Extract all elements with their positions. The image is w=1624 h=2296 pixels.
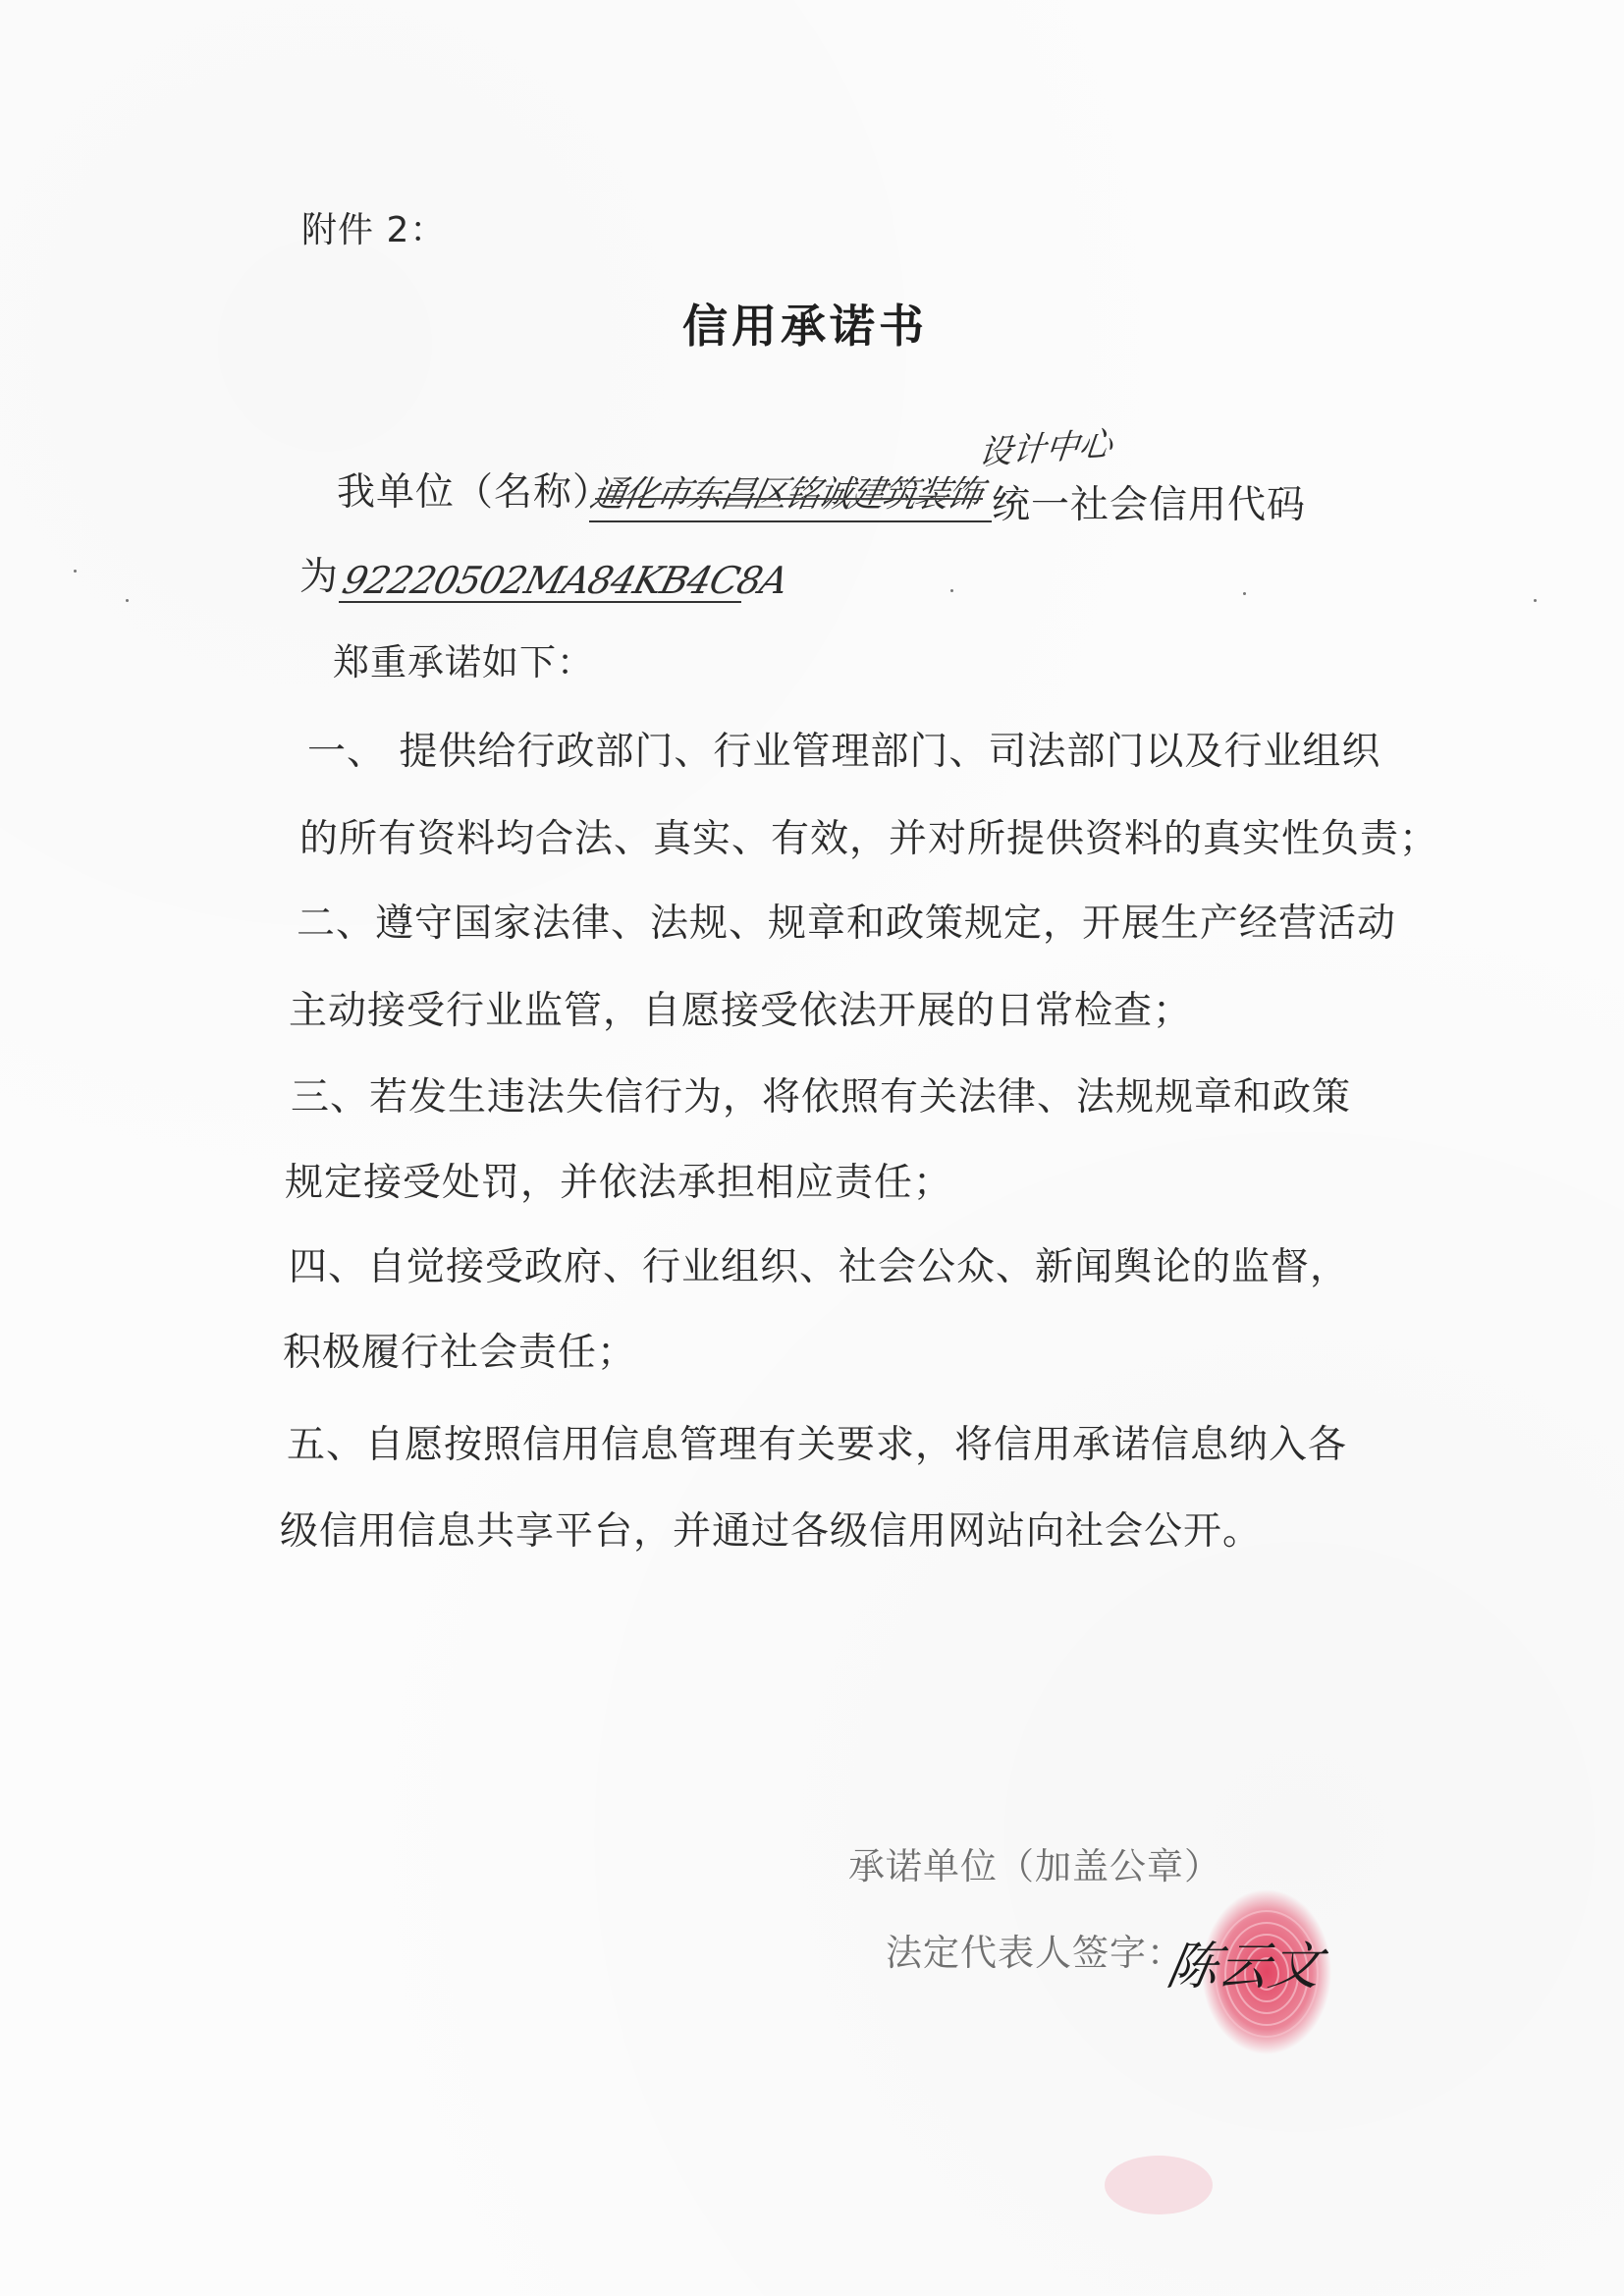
promising-unit-label: 承诺单位（加盖公章） <box>848 1845 1221 1887</box>
item-2-line-2: 主动接受行业监管，自愿接受依法开展的日常检查； <box>289 989 1193 1033</box>
pledge-lead: 郑重承诺如下： <box>333 641 594 683</box>
name-underline <box>589 520 992 522</box>
item-4-line-2: 积极履行社会责任； <box>283 1331 637 1375</box>
annex-label: 附件 2： <box>301 210 447 250</box>
handwritten-company-suffix: 设计中心 <box>977 424 1114 473</box>
document-title: 信用承诺书 <box>682 300 928 353</box>
handwritten-company-name: 通化市东昌区铭诚建筑装饰 <box>586 473 985 516</box>
strike-through-line <box>595 498 983 500</box>
item-3-line-2: 规定接受处罚，并依法承担相应责任； <box>285 1161 953 1205</box>
scan-speck <box>1534 599 1537 602</box>
code-underline <box>339 601 741 603</box>
scan-speck <box>126 599 129 602</box>
item-4-line-1: 四、自觉接受政府、行业组织、社会公众、新闻舆论的监督， <box>289 1245 1350 1289</box>
legal-rep-signature-label: 法定代表人签字： <box>886 1932 1184 1974</box>
faint-stamp-mark <box>1100 2151 1218 2219</box>
item-1-line-1: 一、 提供给行政部门、行业管理部门、司法部门以及行业组织 <box>307 730 1381 774</box>
intro-middle: 统一社会信用代码 <box>992 483 1307 527</box>
handwritten-credit-code: 92220502MA84KB4C8A <box>338 559 792 602</box>
item-3-line-1: 三、若发生违法失信行为，将依照有关法律、法规规章和政策 <box>291 1075 1352 1120</box>
item-2-line-1: 二、遵守国家法律、法规、规章和政策规定，开展生产经营活动 <box>297 902 1397 946</box>
item-5-line-2: 级信用信息共享平台，并通过各级信用网站向社会公开。 <box>280 1509 1263 1554</box>
code-prefix: 为 <box>299 555 340 599</box>
scan-speck <box>1243 592 1246 595</box>
scan-speck <box>74 570 77 573</box>
intro-prefix: 我单位（名称） <box>337 470 613 515</box>
handwritten-signature: 陈云文 <box>1162 1938 1326 1996</box>
item-5-line-1: 五、自愿按照信用信息管理有关要求，将信用承诺信息纳入各 <box>287 1423 1348 1467</box>
scan-speck <box>950 589 953 592</box>
item-1-line-2: 的所有资料均合法、真实、有效，并对所提供资料的真实性负责； <box>299 817 1439 861</box>
